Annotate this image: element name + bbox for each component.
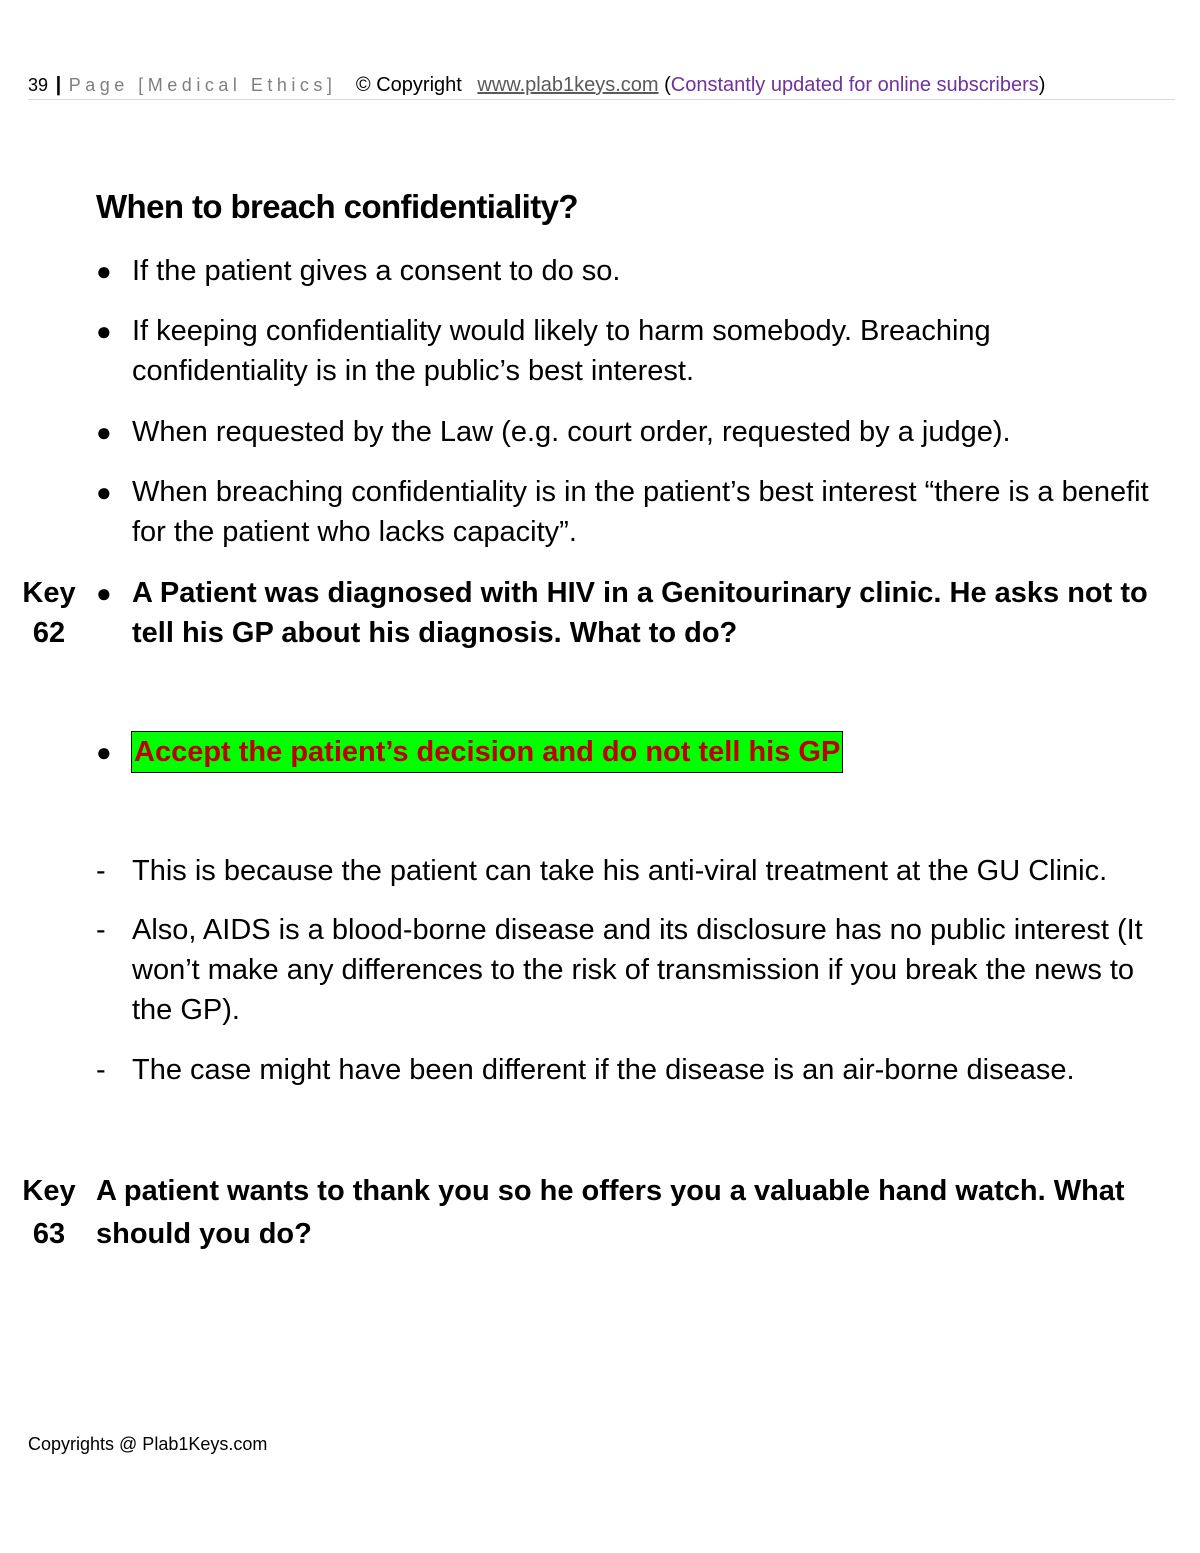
header-divider [28, 99, 1175, 100]
note-close-paren: ) [1038, 74, 1046, 96]
dash-marker: - [96, 1054, 106, 1086]
copyright-label: © Copyright [355, 74, 462, 96]
key-63-question: A patient wants to thank you so he offers you a valuable hand watch. What should you do? [96, 1175, 1125, 1250]
page-number: 39 [28, 75, 49, 95]
bullet-icon: ● [96, 316, 112, 346]
key-62-answer: Accept the patient’s decision and do not tell his GP [131, 731, 843, 773]
site-link[interactable]: www.plab1keys.com [477, 74, 659, 96]
key-word: Key [22, 1175, 76, 1207]
explanation-item: Also, AIDS is a blood-borne disease and its disclosure has no public interest (It won’t make any differences to the risk of transmission if you break the news to the GP). [132, 914, 1143, 1026]
list-item: When requested by the Law (e.g. court order, requested by a judge). [132, 416, 1011, 448]
key-number: 63 [32, 1218, 66, 1250]
explanation-item: This is because the patient can take his anti-viral treatment at the GU Clinic. [132, 855, 1108, 887]
dash-marker: - [96, 855, 106, 887]
note-open-paren: ( [664, 74, 671, 96]
header-separator: | [55, 74, 62, 96]
page-footer: Copyrights @ Plab1Keys.com [28, 1434, 268, 1454]
bullet-icon: ● [96, 477, 112, 507]
bullet-icon: ● [96, 737, 112, 767]
key-word: Key [22, 577, 76, 609]
list-item: When breaching confidentiality is in the patient’s best interest “there is a benefit for the patient who lacks capacity”. [132, 476, 1149, 548]
update-note: Constantly updated for online subscribers [670, 74, 1039, 96]
dash-marker: - [96, 914, 106, 946]
key-number: 62 [32, 617, 66, 649]
key-62-question: A Patient was diagnosed with HIV in a Genitourinary clinic. He asks not to tell his GP about his diagnosis. What to do? [132, 577, 1148, 649]
list-item: If the patient gives a consent to do so. [132, 255, 621, 287]
key-62-label [18, 573, 80, 653]
explanation-item: The case might have been different if the disease is an air-borne disease. [132, 1054, 1075, 1086]
section-heading: When to breach confidentiality? [96, 188, 578, 225]
page-header [28, 72, 1045, 98]
bullet-icon: ● [96, 417, 112, 447]
key-63-label [18, 1170, 80, 1256]
bullet-icon: ● [96, 578, 112, 608]
list-item: If keeping confidentiality would likely to harm somebody. Breaching confidentiality is in the public’s best interest. [132, 315, 991, 387]
bullet-icon: ● [96, 256, 112, 286]
page-section-label: Page [Medical Ethics] [68, 75, 337, 95]
